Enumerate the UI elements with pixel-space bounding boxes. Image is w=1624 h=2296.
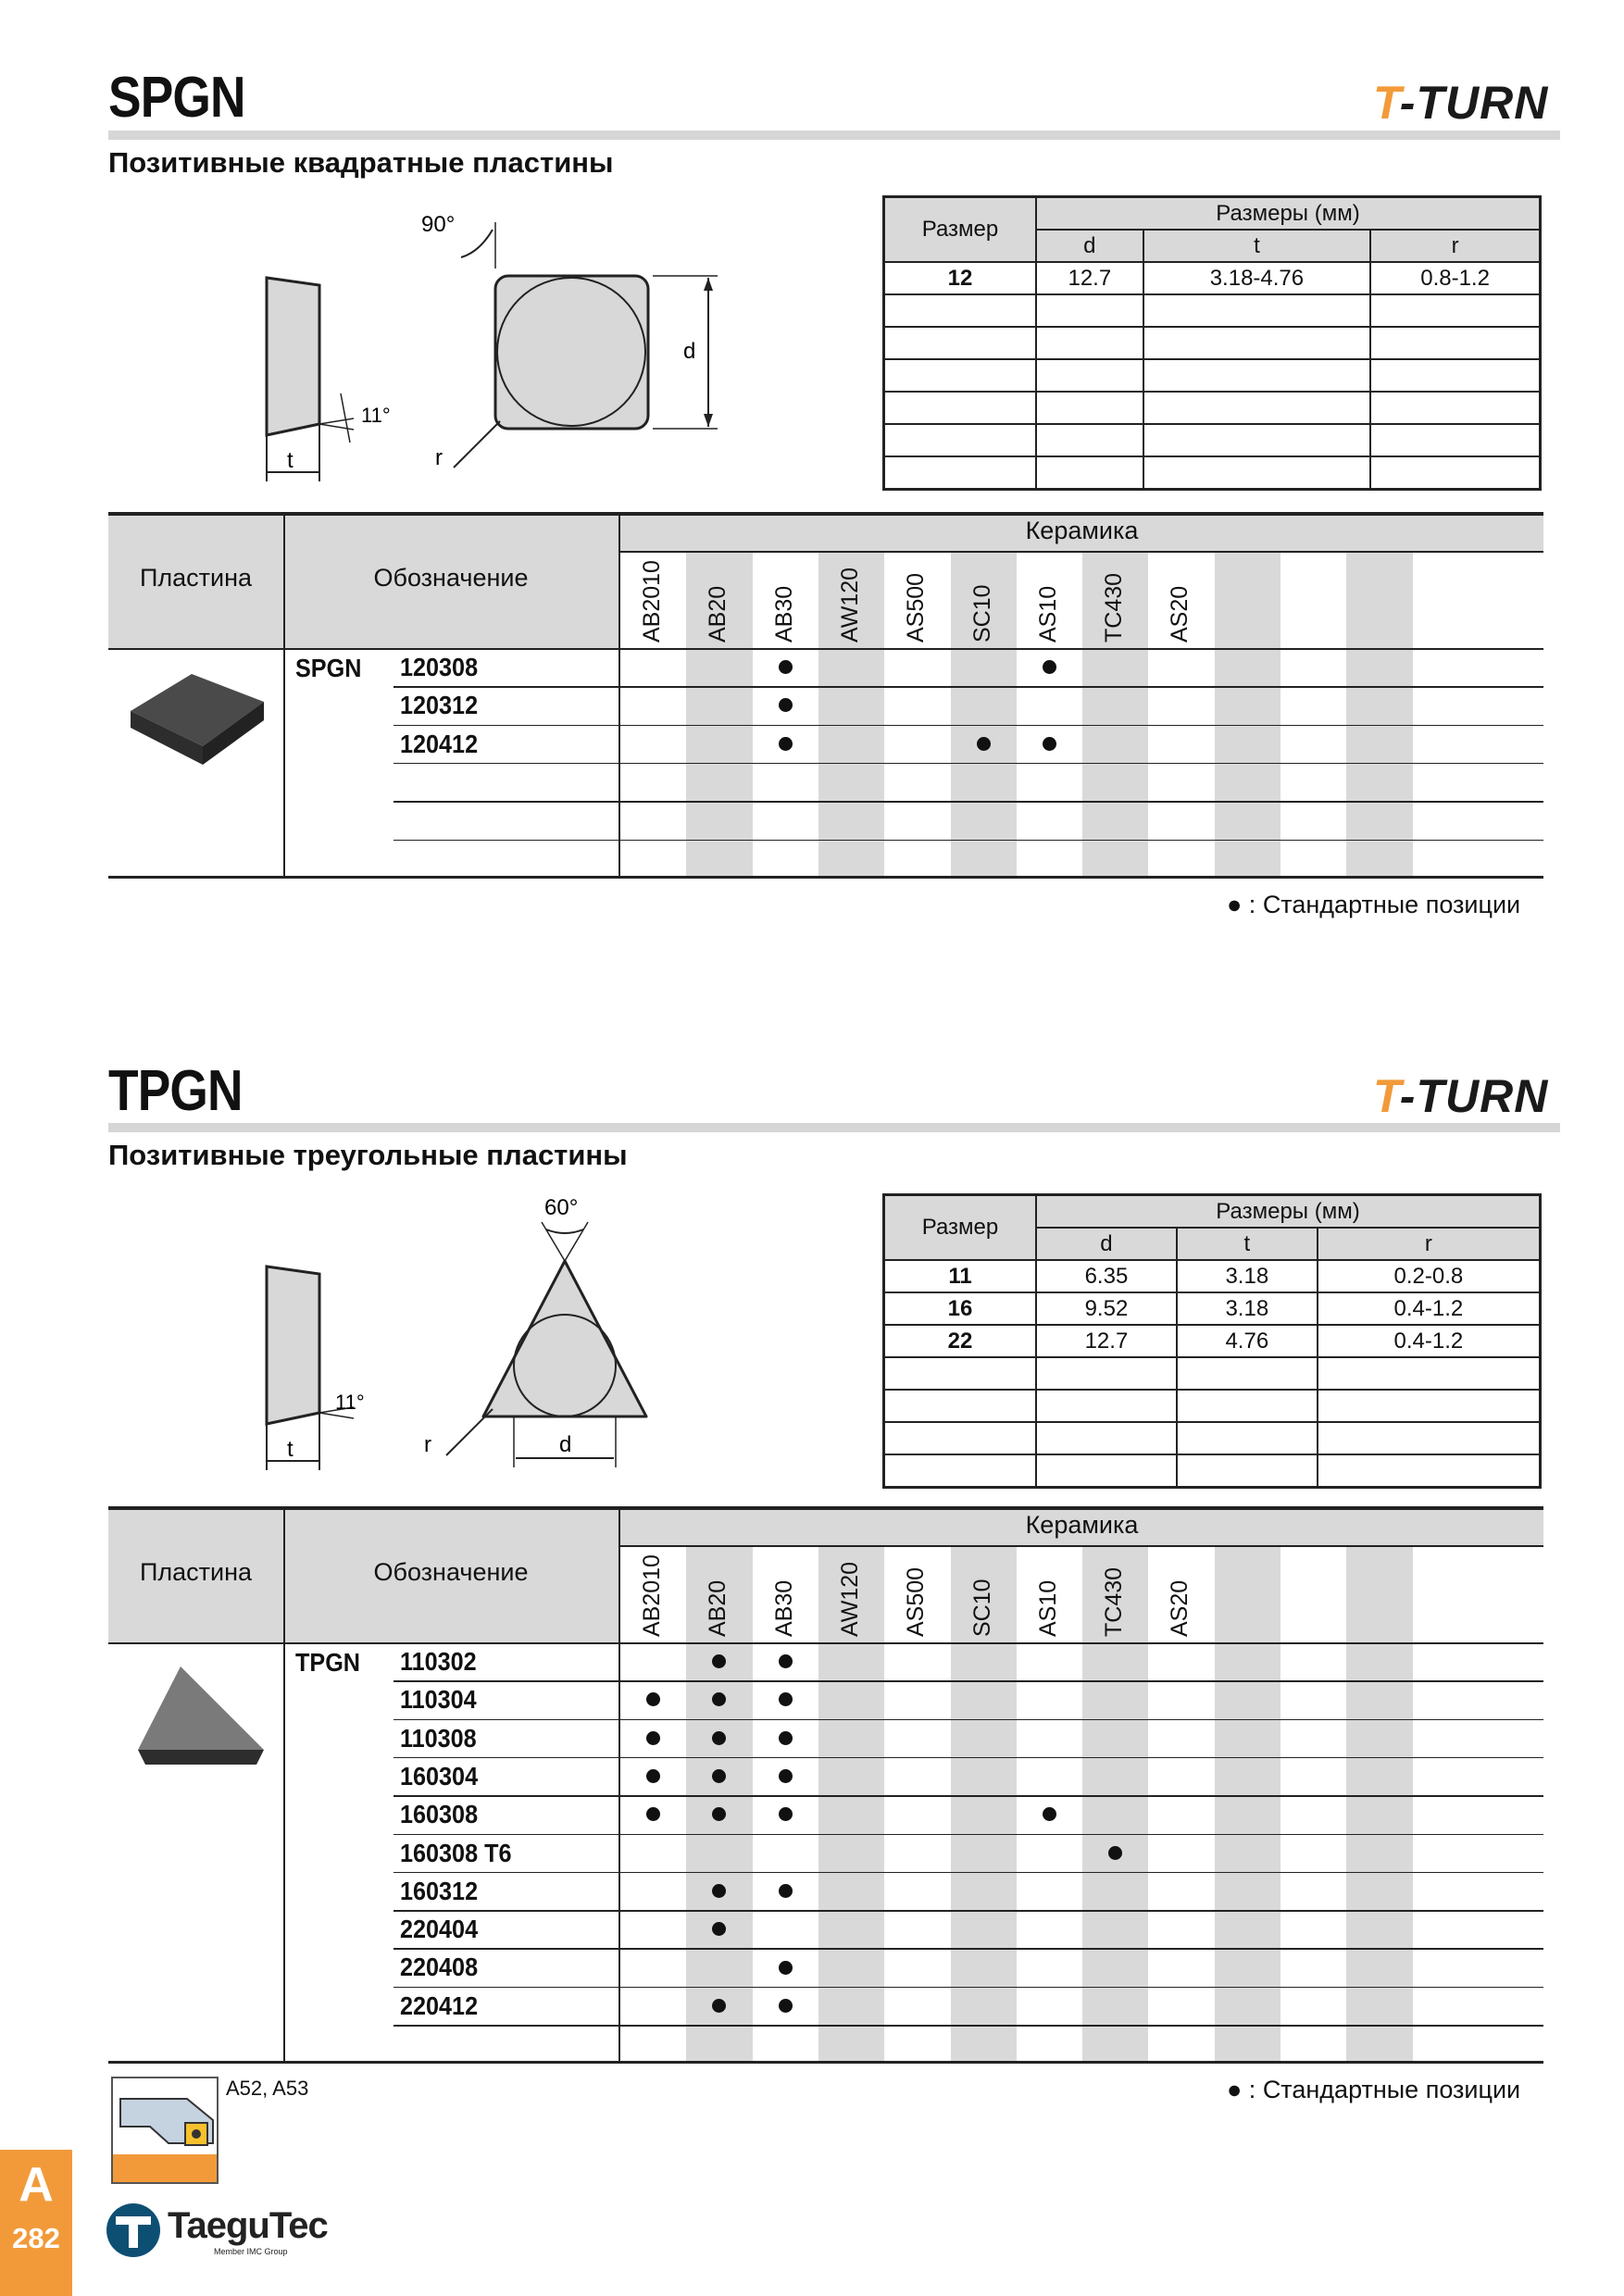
dimension-cell xyxy=(1177,1390,1318,1422)
dimension-row xyxy=(884,1260,1541,1292)
legend: ● : Стандартные позиции xyxy=(1227,891,1521,918)
d-label: d xyxy=(683,339,696,364)
table-top-border xyxy=(108,512,1543,516)
dimension-row xyxy=(884,1454,1541,1488)
insert-header: Пластина xyxy=(139,1558,253,1586)
dimension-table xyxy=(882,195,1542,491)
row-divider xyxy=(394,1795,1543,1797)
dimension-cell xyxy=(1143,392,1371,424)
dimension-cell xyxy=(1036,294,1143,327)
section-title: SPGN xyxy=(108,66,245,130)
holder-image xyxy=(113,2078,217,2182)
grade-label-ab2010: AB2010 xyxy=(639,560,665,643)
size-cell: 12 xyxy=(884,262,1037,294)
designation-code: 110304 xyxy=(400,1685,477,1715)
size-cell xyxy=(884,327,1037,359)
holder-thumbnail xyxy=(111,2077,219,2184)
standard-dot xyxy=(779,1961,793,1975)
angle-top-label: 90° xyxy=(421,212,456,237)
dimension-cell: 3.18 xyxy=(1177,1260,1318,1292)
grade-label-ab30: AB30 xyxy=(770,1579,797,1637)
dimension-cell xyxy=(1036,424,1143,456)
grade-label-as20: AS20 xyxy=(1167,585,1193,643)
col-r: r xyxy=(1318,1228,1541,1260)
designation-code: 220404 xyxy=(400,1915,479,1944)
standard-dot xyxy=(779,1807,793,1821)
designation-col-border xyxy=(618,512,620,878)
row-divider xyxy=(394,1948,1543,1950)
dimension-cell xyxy=(1036,1390,1177,1422)
angle-side-label: 11° xyxy=(361,404,391,427)
col-d: d xyxy=(1036,1228,1177,1260)
dimension-cell xyxy=(1318,1357,1541,1390)
designation-header: Обозначение xyxy=(373,564,529,592)
dimension-cell xyxy=(1370,294,1540,327)
grade-label-tc430: TC430 xyxy=(1101,572,1128,643)
series-name: TPGN xyxy=(295,1648,361,1677)
ceramics-header: Керамика xyxy=(1025,1511,1139,1539)
standard-dot xyxy=(779,1884,793,1898)
size-cell: 16 xyxy=(884,1292,1037,1325)
dimension-cell xyxy=(1177,1454,1318,1488)
column-stripe xyxy=(1215,1545,1280,2063)
table-bottom-border xyxy=(108,2061,1543,2064)
grades-table xyxy=(108,512,1543,878)
dimensions-header: Размеры (мм) xyxy=(1036,1195,1541,1229)
row-divider xyxy=(394,1680,1543,1682)
size-cell xyxy=(884,392,1037,424)
dimensions-header: Размеры (мм) xyxy=(1036,197,1541,231)
designation-code: 110308 xyxy=(400,1723,477,1753)
size-cell xyxy=(884,1357,1037,1390)
designation-code: 120308 xyxy=(400,653,479,681)
row-divider xyxy=(394,801,1543,803)
designation-header: Обозначение xyxy=(373,1558,529,1586)
legend: ● : Стандартные позиции xyxy=(1227,2076,1521,2103)
table-top-border xyxy=(108,1506,1543,1510)
standard-dot xyxy=(1108,1846,1122,1860)
dimension-cell: 4.76 xyxy=(1177,1325,1318,1357)
row-divider xyxy=(394,1719,1543,1721)
row-divider xyxy=(394,1987,1543,1989)
grade-label-ab2010: AB2010 xyxy=(639,1554,665,1637)
dimension-row xyxy=(884,1325,1541,1357)
standard-dot xyxy=(977,737,991,751)
size-cell xyxy=(884,1454,1037,1488)
angle-top-label: 60° xyxy=(544,1195,579,1220)
col-t: t xyxy=(1177,1228,1318,1260)
dimension-cell xyxy=(1370,392,1540,424)
standard-dot xyxy=(779,698,793,712)
dimension-cell xyxy=(1370,327,1540,359)
grade-label-as10: AS10 xyxy=(1034,1579,1061,1637)
column-stripe xyxy=(1215,551,1280,878)
dimension-row xyxy=(884,359,1541,392)
row-divider xyxy=(394,763,1543,765)
dimension-cell xyxy=(1036,1454,1177,1488)
size-cell xyxy=(884,359,1037,392)
row-divider xyxy=(394,1872,1543,1874)
standard-dot xyxy=(1043,737,1056,751)
standard-dot xyxy=(1043,1807,1056,1821)
insert-header: Пластина xyxy=(139,564,253,592)
standard-dot xyxy=(1043,660,1056,674)
page-number: 282 xyxy=(12,2222,60,2254)
dimension-cell xyxy=(1318,1454,1541,1488)
section-title: TPGN xyxy=(108,1059,243,1123)
dimension-row xyxy=(884,327,1541,359)
standard-dot xyxy=(779,1769,793,1783)
title-rule xyxy=(108,131,1560,140)
dimension-row xyxy=(884,392,1541,424)
r-label: r xyxy=(435,445,443,470)
designation-col-border xyxy=(618,1506,620,2063)
section-subtitle: Позитивные треугольные пластины xyxy=(108,1139,628,1171)
standard-dot xyxy=(779,1999,793,2013)
size-header: Размер xyxy=(884,197,1037,263)
size-cell: 22 xyxy=(884,1325,1037,1357)
section-tab xyxy=(0,2150,72,2296)
grade-label-aw120: AW120 xyxy=(836,567,863,643)
d-label: d xyxy=(559,1432,572,1457)
dimension-row xyxy=(884,1390,1541,1422)
dimension-table xyxy=(882,1193,1542,1489)
dimension-row xyxy=(884,456,1541,490)
size-header: Размер xyxy=(884,1195,1037,1261)
dimension-cell xyxy=(1318,1390,1541,1422)
standard-dot xyxy=(646,1692,660,1706)
grade-label-as500: AS500 xyxy=(903,572,930,643)
row-divider xyxy=(394,1910,1543,1912)
dimension-cell: 12.7 xyxy=(1036,1325,1177,1357)
designation-code: 120312 xyxy=(400,691,479,720)
dimension-cell xyxy=(1143,424,1371,456)
grade-label-ab30: AB30 xyxy=(770,585,797,643)
size-cell: 11 xyxy=(884,1260,1037,1292)
dimension-cell xyxy=(1143,294,1371,327)
section-subtitle: Позитивные квадратные пластины xyxy=(108,146,614,179)
dimension-cell: 0.4-1.2 xyxy=(1318,1325,1541,1357)
angle-side-label: 11° xyxy=(335,1391,365,1414)
spgn-dimension-diagram xyxy=(250,204,731,500)
column-stripe xyxy=(1346,1545,1412,2063)
insert-photo xyxy=(118,1650,275,1789)
designation-code: 160312 xyxy=(400,1876,479,1905)
dimension-cell xyxy=(1036,456,1143,490)
dimension-cell xyxy=(1036,1422,1177,1454)
dimension-cell xyxy=(1036,327,1143,359)
designation-code: 120412 xyxy=(400,729,479,758)
standard-dot xyxy=(779,737,793,751)
size-cell xyxy=(884,424,1037,456)
header-bottom-border xyxy=(108,648,1543,650)
standard-dot xyxy=(646,1731,660,1745)
dimension-cell xyxy=(1370,359,1540,392)
row-divider xyxy=(394,686,1543,688)
dimension-cell: 12.7 xyxy=(1036,262,1143,294)
grade-label-as20: AS20 xyxy=(1167,1579,1193,1637)
dimension-row xyxy=(884,294,1541,327)
designation-code: 110302 xyxy=(400,1647,477,1676)
designation-code: 160308 T6 xyxy=(400,1838,512,1867)
standard-dot xyxy=(646,1807,660,1821)
header-bottom-border xyxy=(108,1642,1543,1644)
dimension-cell: 0.4-1.2 xyxy=(1318,1292,1541,1325)
tpgn-dimension-diagram xyxy=(250,1194,731,1491)
standard-dot xyxy=(779,1654,793,1668)
ceramics-header: Керамика xyxy=(1025,517,1139,544)
standard-dot xyxy=(779,1731,793,1745)
row-divider xyxy=(394,1757,1543,1759)
dimension-cell: 9.52 xyxy=(1036,1292,1177,1325)
standard-dot xyxy=(779,660,793,674)
dimension-cell: 3.18 xyxy=(1177,1292,1318,1325)
column-stripe xyxy=(1346,551,1412,878)
dimension-cell xyxy=(1177,1357,1318,1390)
designation-code: 160304 xyxy=(400,1761,479,1791)
dimension-cell xyxy=(1177,1422,1318,1454)
col-d: d xyxy=(1036,230,1143,262)
size-cell xyxy=(884,294,1037,327)
dimension-cell: 6.35 xyxy=(1036,1260,1177,1292)
grades-table xyxy=(108,1506,1543,2063)
r-label: r xyxy=(424,1432,431,1457)
title-rule xyxy=(108,1123,1560,1132)
designation-code: 220408 xyxy=(400,1953,479,1982)
insert-col-border xyxy=(283,1506,285,2063)
dimension-cell xyxy=(1370,456,1540,490)
grade-label-tc430: TC430 xyxy=(1101,1566,1128,1637)
page-refs[interactable]: A52, A53 xyxy=(226,2077,309,2100)
dimension-cell: 0.8-1.2 xyxy=(1370,262,1540,294)
header-divider xyxy=(620,1545,1543,1547)
t-label: t xyxy=(287,1437,294,1462)
t-turn-logo: T-TURN xyxy=(1373,1070,1549,1122)
grade-label-ab20: AB20 xyxy=(705,1579,731,1637)
header-divider xyxy=(620,551,1543,553)
insert-photo xyxy=(118,655,275,794)
series-name: SPGN xyxy=(295,654,362,682)
standard-dot xyxy=(779,1692,793,1706)
dimension-cell xyxy=(1036,392,1143,424)
designation-code: 220412 xyxy=(400,1990,479,2020)
grade-label-aw120: AW120 xyxy=(836,1561,863,1637)
size-cell xyxy=(884,1390,1037,1422)
dimension-row xyxy=(884,1292,1541,1325)
designation-code: 160308 xyxy=(400,1800,479,1829)
row-divider xyxy=(394,725,1543,727)
t-turn-logo: T-TURN xyxy=(1373,77,1549,129)
dimension-row xyxy=(884,1422,1541,1454)
taegutec-emblem-icon xyxy=(105,2202,162,2259)
table-bottom-border xyxy=(108,876,1543,879)
dimension-cell xyxy=(1036,359,1143,392)
standard-dot xyxy=(646,1769,660,1783)
grade-label-sc10: SC10 xyxy=(968,1578,995,1637)
dimension-cell: 0.2-0.8 xyxy=(1318,1260,1541,1292)
grade-label-ab20: AB20 xyxy=(705,585,731,643)
row-divider xyxy=(394,1834,1543,1836)
dimension-cell xyxy=(1036,1357,1177,1390)
dimension-cell xyxy=(1143,327,1371,359)
dimension-cell xyxy=(1318,1422,1541,1454)
dimension-cell: 3.18-4.76 xyxy=(1143,262,1371,294)
grade-label-as500: AS500 xyxy=(903,1566,930,1637)
grade-label-sc10: SC10 xyxy=(968,584,995,643)
dimension-cell xyxy=(1370,424,1540,456)
tab-letter: A xyxy=(19,2158,54,2212)
row-divider xyxy=(394,840,1543,842)
dimension-cell xyxy=(1143,359,1371,392)
dimension-row xyxy=(884,424,1541,456)
grade-label-as10: AS10 xyxy=(1034,585,1061,643)
row-divider xyxy=(394,2025,1543,2027)
dimension-row xyxy=(884,1357,1541,1390)
t-label: t xyxy=(287,448,294,473)
dimension-row xyxy=(884,262,1541,294)
size-cell xyxy=(884,456,1037,490)
dimension-cell xyxy=(1143,456,1371,490)
col-r: r xyxy=(1370,230,1540,262)
col-t: t xyxy=(1143,230,1371,262)
size-cell xyxy=(884,1422,1037,1454)
